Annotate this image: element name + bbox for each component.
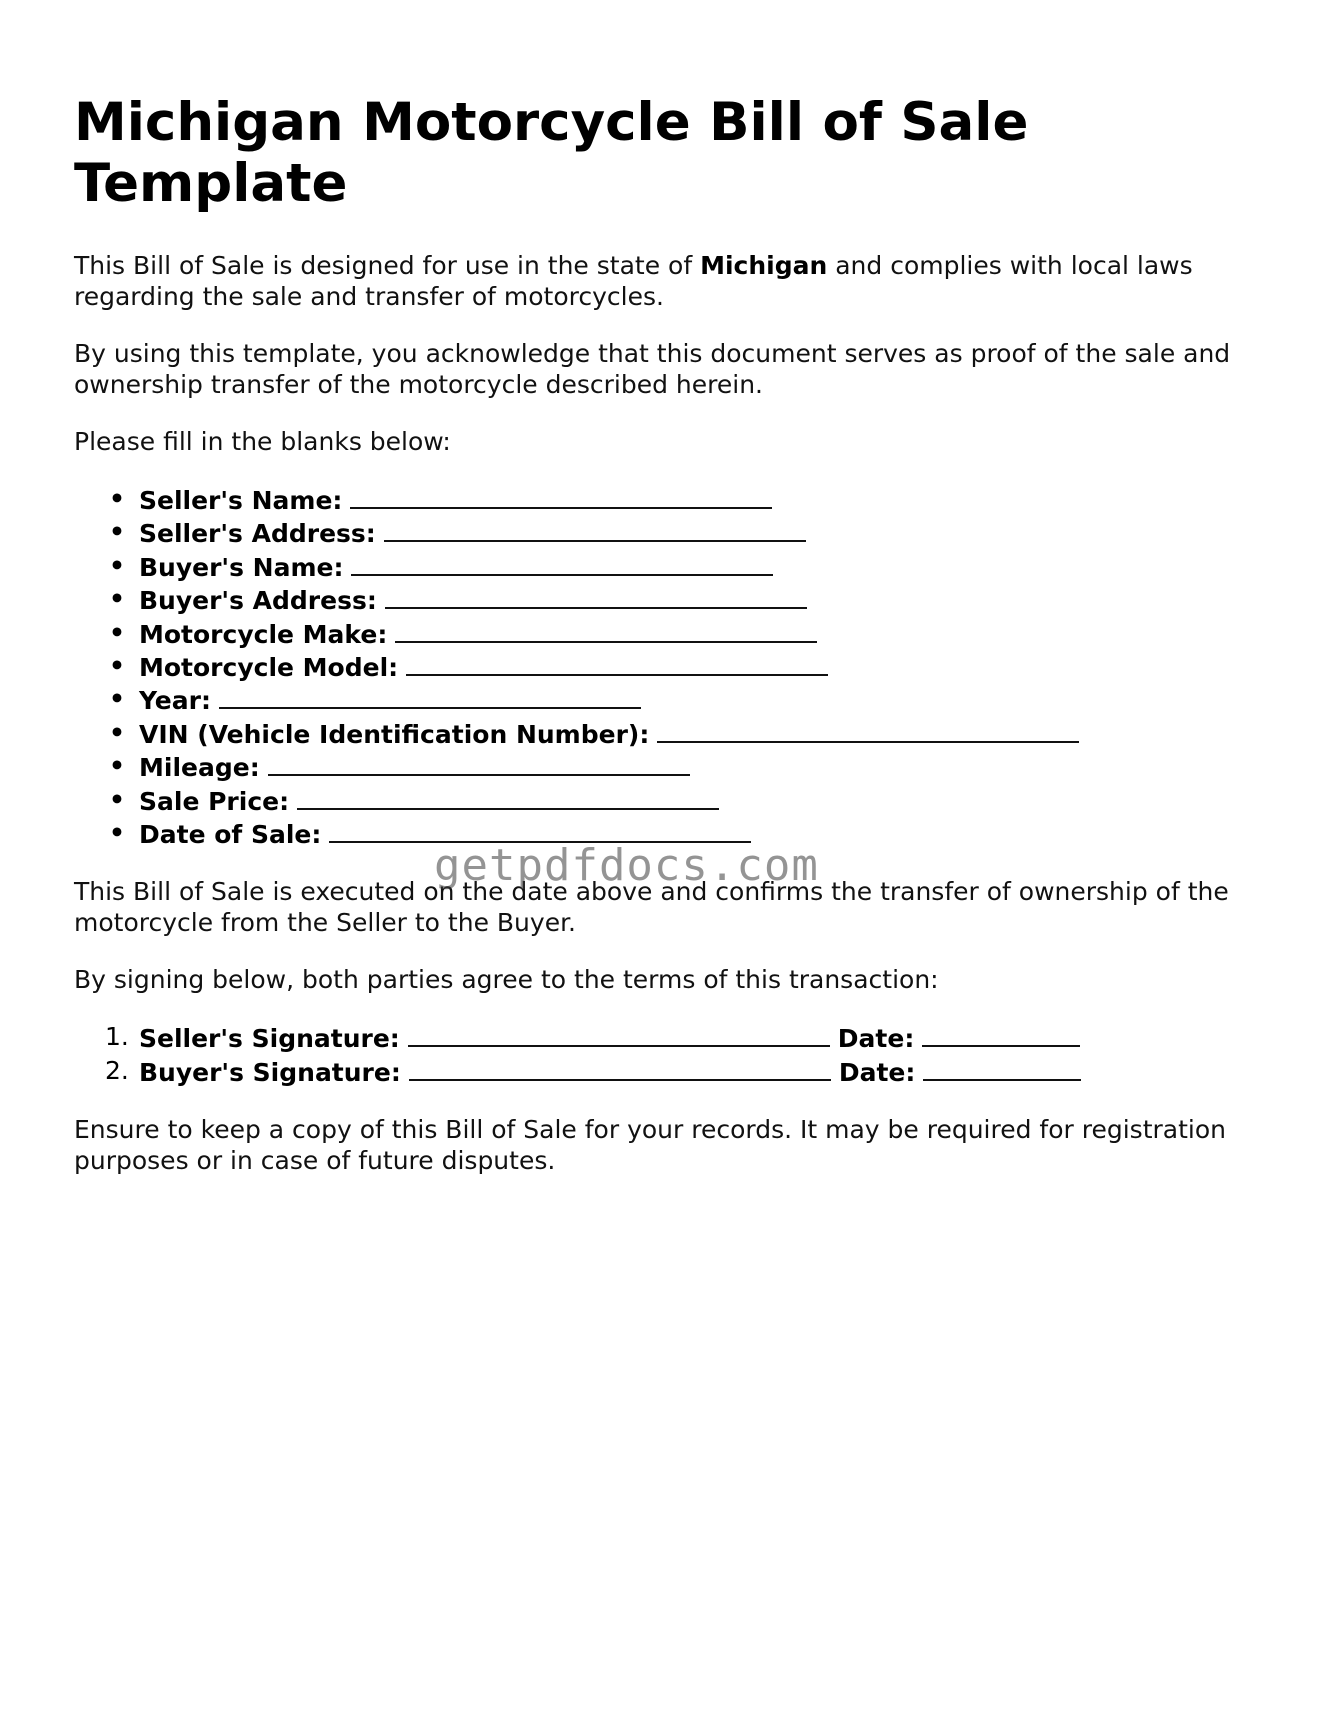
field-label: Buyer's Address: <box>139 586 377 616</box>
field-label: Mileage: <box>139 753 260 783</box>
field-label: Seller's Name: <box>139 486 343 515</box>
field-item-sellers-name <box>109 483 1274 516</box>
bullet-icon: • <box>109 484 125 513</box>
seller-signature-blank[interactable] <box>408 1021 830 1047</box>
signature-label: Buyer's Signature: <box>139 1057 401 1087</box>
document-page <box>74 92 1274 1202</box>
mileage-blank[interactable] <box>268 750 690 776</box>
date-label: Date: <box>838 1057 916 1087</box>
field-item-vin <box>109 717 1274 750</box>
year-blank[interactable] <box>219 683 641 709</box>
signature-label: Seller's Signature: <box>139 1024 400 1054</box>
intro-state: Michigan <box>700 251 828 280</box>
signature-item-buyer <box>105 1055 1274 1088</box>
bullet-icon: • <box>109 517 125 547</box>
sellers-name-blank[interactable] <box>350 483 772 509</box>
buyers-name-blank[interactable] <box>351 550 773 576</box>
date-label: Date: <box>837 1024 915 1054</box>
instruction-paragraph: Please fill in the blanks below: <box>74 427 451 456</box>
date-of-sale-blank[interactable] <box>329 817 751 843</box>
buyer-signature-blank[interactable] <box>409 1055 831 1081</box>
buyers-address-blank[interactable] <box>385 583 807 609</box>
sellers-address-blank[interactable] <box>384 516 806 542</box>
intro-text-after: and complies with local laws regarding the sale and transfer of motorcycles. <box>74 251 1193 311</box>
motorcycle-model-blank[interactable] <box>406 650 828 676</box>
field-label: Sale Price: <box>139 786 290 816</box>
field-item-year <box>109 683 1274 716</box>
document-title: Michigan Motorcycle Bill of Sale Template <box>74 92 1029 214</box>
field-item-motorcycle-model <box>109 650 1274 683</box>
closing-paragraph: Ensure to keep a copy of this Bill of Sale for your records. It may be required for registration purposes or in case of future disputes. <box>74 1115 1226 1176</box>
field-label: Year: <box>139 686 211 716</box>
intro-text-before: This Bill of Sale is designed for use in the state of <box>74 251 701 280</box>
seller-date-blank[interactable] <box>922 1021 1080 1047</box>
field-label: Buyer's Name: <box>139 552 344 582</box>
bullet-icon: • <box>109 784 125 814</box>
sale-price-blank[interactable] <box>297 784 719 810</box>
field-item-buyers-address <box>109 583 1274 616</box>
field-label: Motorcycle Model: <box>139 653 399 683</box>
motorcycle-make-blank[interactable] <box>395 617 817 643</box>
field-item-motorcycle-make <box>109 617 1274 650</box>
field-label: Motorcycle Make: <box>139 619 388 649</box>
acknowledgement-paragraph: By using this template, you acknowledge that this document serves as proof of the sale and ownership transfer of the motorcycle described herein. <box>74 339 1231 399</box>
field-label: VIN (Vehicle Identification Number): <box>139 719 650 749</box>
list-number: 1. <box>105 1022 129 1052</box>
bullet-icon: • <box>109 818 125 848</box>
bullet-icon: • <box>109 684 125 714</box>
field-label: Date of Sale: <box>139 820 322 850</box>
field-item-sale-price <box>109 784 1274 817</box>
field-item-mileage <box>109 750 1274 783</box>
execution-paragraph: This Bill of Sale is executed on the date above and confirms the transfer of ownership of the motorcycle from the Seller to the Buyer. <box>74 877 1229 938</box>
vin-blank[interactable] <box>657 717 1079 743</box>
bullet-icon: • <box>109 717 125 747</box>
intro-paragraph <box>74 250 1274 312</box>
buyer-date-blank[interactable] <box>923 1055 1081 1081</box>
watermark: getpdfdocs.com <box>434 840 819 891</box>
bullet-icon: • <box>109 651 125 681</box>
bullet-icon: • <box>109 617 125 647</box>
fields-list <box>74 483 1274 850</box>
field-item-date-of-sale <box>109 817 1274 850</box>
field-label: Seller's Address: <box>139 519 376 549</box>
signature-item-seller <box>105 1021 1274 1054</box>
bullet-icon: • <box>109 550 125 580</box>
bullet-icon: • <box>109 751 125 781</box>
signatures-list <box>74 1021 1274 1088</box>
list-number: 2. <box>105 1055 129 1085</box>
field-item-sellers-address <box>109 516 1274 549</box>
bullet-icon: • <box>109 584 125 614</box>
field-item-buyers-name <box>109 550 1274 583</box>
agreement-paragraph: By signing below, both parties agree to the terms of this transaction: <box>74 965 939 995</box>
